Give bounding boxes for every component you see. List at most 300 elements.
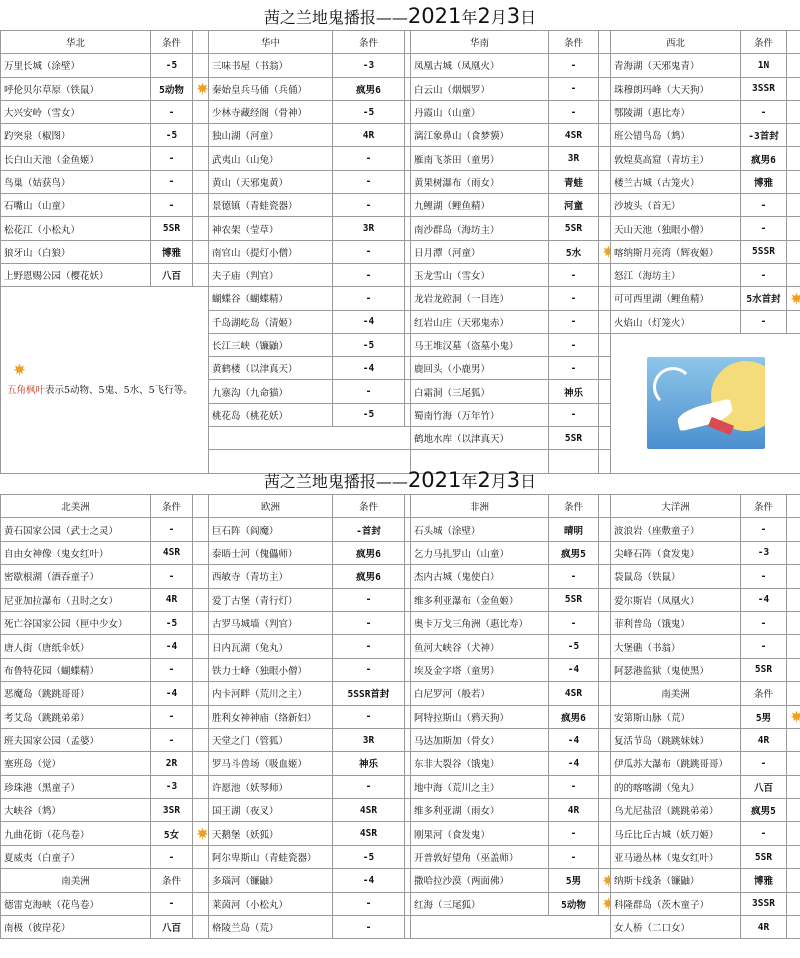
northwest-leaf-cell <box>787 100 800 123</box>
oceania-leaf-cell <box>787 658 800 681</box>
north-america-location: 密歇根湖（酒吞童子） <box>1 565 151 588</box>
central-location: 景德镇（青蛙瓷器） <box>209 194 333 217</box>
south-america-2-condition: - <box>741 822 787 845</box>
north-leaf-cell <box>193 54 209 77</box>
maple-leaf-icon <box>602 245 611 258</box>
central-condition: -4 <box>333 357 405 380</box>
north-america-leaf-cell <box>193 775 209 798</box>
central-empty <box>209 427 411 450</box>
northwest-leaf-cell <box>787 263 800 286</box>
africa-empty <box>411 916 611 939</box>
africa-condition: 晴明 <box>549 518 599 541</box>
central-condition: -5 <box>333 333 405 356</box>
africa-location: 东非大裂谷（饿鬼） <box>411 752 549 775</box>
north-america-leaf-cell <box>193 588 209 611</box>
north-america-condition: - <box>151 565 193 588</box>
central-location: 长江三峡（镰鼬） <box>209 333 333 356</box>
south-america-2-leaf-cell <box>787 845 800 868</box>
south-america-2-condition: 5男 <box>741 705 787 728</box>
oceania-location: 尖峰石阵（食发鬼） <box>611 541 741 564</box>
south-leaf-cell <box>599 217 611 240</box>
south-leaf-cell <box>599 403 611 426</box>
europe-location: 阿尔卑斯山（青蛙瓷器） <box>209 845 333 868</box>
maple-leaf-icon <box>790 710 800 723</box>
europe-location: 铁力士峰（独眼小僧） <box>209 658 333 681</box>
south-leaf-cell <box>599 263 611 286</box>
oceania-condition: - <box>741 635 787 658</box>
central-location: 少林寺藏经阁（骨神） <box>209 100 333 123</box>
south-location: 玉龙雪山（雪女） <box>411 263 549 286</box>
central-condition: 疯男6 <box>333 77 405 100</box>
europe-condition: - <box>333 658 405 681</box>
northwest-location: 沙坡头（首无） <box>611 194 741 217</box>
south-leaf-cell <box>599 240 611 263</box>
south-america-condition: - <box>151 892 193 915</box>
condition-header: 条件 <box>549 495 599 518</box>
africa-location: 乞力马扎罗山（山童） <box>411 541 549 564</box>
table-row <box>1 565 800 588</box>
south-america-2-leaf-cell <box>787 775 800 798</box>
condition-header: 条件 <box>151 869 193 892</box>
south-location: 黄果树瀑布（雨女） <box>411 170 549 193</box>
leaf-header <box>787 31 800 54</box>
north-condition: - <box>151 100 193 123</box>
south-condition: 青蛙 <box>549 170 599 193</box>
north-america-leaf-cell <box>193 705 209 728</box>
africa-condition: -4 <box>549 752 599 775</box>
africa-leaf-cell <box>599 869 611 892</box>
legend-label: 五角枫叶 <box>7 385 46 397</box>
south-leaf-cell <box>599 194 611 217</box>
northwest-location: 鄂陵湖（惠比寿） <box>611 100 741 123</box>
south-america-2-location: 乌尤尼盐沼（跳跳弟弟） <box>611 799 741 822</box>
south-location: 凤凰古城（凤凰火） <box>411 54 549 77</box>
north-america-leaf-cell <box>193 565 209 588</box>
north-america-leaf-cell <box>193 799 209 822</box>
oceania-location: 阿瑟港监狱（鬼使黑） <box>611 658 741 681</box>
table-row <box>1 611 800 634</box>
northwest-location: 楼兰古城（古笼火） <box>611 170 741 193</box>
south-location: 日月潭（河童） <box>411 240 549 263</box>
south-america-2-location: 的的喀喀湖（兔丸） <box>611 775 741 798</box>
maple-leaf-icon <box>196 827 209 840</box>
north-condition: -5 <box>151 54 193 77</box>
africa-leaf-cell <box>599 588 611 611</box>
region-header: 大洋洲 <box>611 495 741 518</box>
africa-condition: 5SR <box>549 588 599 611</box>
south-leaf-cell <box>599 170 611 193</box>
south-america-2-location: 马丘比丘古城（妖刀姬） <box>611 822 741 845</box>
central-condition: -4 <box>333 310 405 333</box>
south-america-2-location: 安第斯山脉（荒） <box>611 705 741 728</box>
north-america-condition: 4SR <box>151 541 193 564</box>
north-america-condition: -5 <box>151 611 193 634</box>
north-america-condition: - <box>151 518 193 541</box>
africa-location: 撒哈拉沙漠（两面佛） <box>411 869 549 892</box>
south-leaf-cell <box>599 100 611 123</box>
northwest-leaf-cell <box>787 287 800 310</box>
africa-leaf-cell <box>599 565 611 588</box>
north-america-leaf-cell <box>193 611 209 634</box>
north-america-leaf-cell <box>193 518 209 541</box>
condition-header: 条件 <box>741 31 787 54</box>
oceania-location: 菲利普岛（饿鬼） <box>611 611 741 634</box>
northwest-condition: - <box>741 100 787 123</box>
south-america-2-location: 女人桥（二口女） <box>611 916 741 939</box>
north-america-leaf-cell <box>193 682 209 705</box>
north-america-location: 黄石国家公园（武士之灵） <box>1 518 151 541</box>
northwest-condition: 1N <box>741 54 787 77</box>
africa-location: 埃及金字塔（童男） <box>411 658 549 681</box>
europe-condition: - <box>333 892 405 915</box>
south-leaf-cell <box>599 77 611 100</box>
northwest-condition: 疯男6 <box>741 147 787 170</box>
central-condition: -5 <box>333 403 405 426</box>
table-row <box>1 588 800 611</box>
condition-header: 条件 <box>151 31 193 54</box>
central-condition: - <box>333 147 405 170</box>
northwest-condition: - <box>741 263 787 286</box>
condition-header: 条件 <box>549 31 599 54</box>
south-america-2-leaf-cell <box>787 822 800 845</box>
north-america-location: 珍珠港（黑童子） <box>1 775 151 798</box>
northwest-location: 可可西里湖（鲤鱼精） <box>611 287 741 310</box>
north-condition: 5SR <box>151 217 193 240</box>
north-location: 松花江（小松丸） <box>1 217 151 240</box>
north-america-leaf-cell <box>193 752 209 775</box>
north-location: 趵突泉（椒图） <box>1 124 151 147</box>
north-condition: -5 <box>151 124 193 147</box>
north-america-condition: -4 <box>151 682 193 705</box>
central-location: 夫子庙（判官） <box>209 263 333 286</box>
south-leaf-cell <box>599 147 611 170</box>
south-america-header: 南美洲 <box>1 869 151 892</box>
south-america-header-2: 南美洲 <box>611 682 741 705</box>
south-america-2-condition: 4R <box>741 728 787 751</box>
europe-location: 爱丁古堡（青行灯） <box>209 588 333 611</box>
north-america-condition: 5女 <box>151 822 193 845</box>
northwest-condition: 3SSR <box>741 77 787 100</box>
table-row <box>1 217 800 240</box>
northwest-location: 敦煌莫高窟（青坊主） <box>611 147 741 170</box>
northwest-location: 火焰山（灯笼火） <box>611 310 741 333</box>
central-location: 九寨沟（九命猫） <box>209 380 333 403</box>
table-row <box>1 287 800 310</box>
europe-condition: - <box>333 635 405 658</box>
africa-location: 阿特拉斯山（鸦天狗） <box>411 705 549 728</box>
oceania-condition: -3 <box>741 541 787 564</box>
north-location: 上野恩赐公园（樱花妖） <box>1 263 151 286</box>
europe-condition: - <box>333 705 405 728</box>
south-america-2-leaf-cell <box>787 728 800 751</box>
south-leaf-cell <box>599 427 611 450</box>
central-condition: - <box>333 263 405 286</box>
south-location: 白云山（烟烟罗） <box>411 77 549 100</box>
south-condition: - <box>549 77 599 100</box>
north-america-location: 班夫国家公园（孟婆） <box>1 728 151 751</box>
south-location: 鹿回头（小鹿男） <box>411 357 549 380</box>
south-location: 鹤地水库（以津真天） <box>411 427 549 450</box>
north-location: 狼牙山（白狼） <box>1 240 151 263</box>
central-condition: - <box>333 287 405 310</box>
central-location: 秦始皇兵马俑（兵俑） <box>209 77 333 100</box>
africa-leaf-cell <box>599 541 611 564</box>
north-america-leaf-cell <box>193 635 209 658</box>
condition-header: 条件 <box>333 31 405 54</box>
table-row <box>1 658 800 681</box>
africa-location: 白尼罗河（般若） <box>411 682 549 705</box>
north-america-condition: 4R <box>151 588 193 611</box>
africa-location: 地中海（荒川之主） <box>411 775 549 798</box>
europe-condition: -首封 <box>333 518 405 541</box>
oceania-leaf-cell <box>787 611 800 634</box>
africa-leaf-cell <box>599 611 611 634</box>
northwest-leaf-cell <box>787 54 800 77</box>
central-location: 蝴蝶谷（蝴蝶精） <box>209 287 333 310</box>
south-condition: 神乐 <box>549 380 599 403</box>
central-location: 南官山（提灯小僧） <box>209 240 333 263</box>
south-location: 南沙群岛（海坊主） <box>411 217 549 240</box>
north-america-location: 九曲花街（花鸟卷） <box>1 822 151 845</box>
northwest-condition: - <box>741 217 787 240</box>
maple-leaf-icon <box>602 874 611 887</box>
north-leaf-cell <box>193 77 209 100</box>
illustration-arc <box>653 367 693 407</box>
northwest-leaf-cell <box>787 217 800 240</box>
central-condition: 3R <box>333 217 405 240</box>
europe-location: 格陵兰岛（荒） <box>209 916 333 939</box>
south-america-2-leaf-cell <box>787 705 800 728</box>
northwest-location: 珠穆朗玛峰（大天狗） <box>611 77 741 100</box>
africa-location: 红海（三尾狐） <box>411 892 549 915</box>
south-location: 漓江象鼻山（食梦貘） <box>411 124 549 147</box>
south-america-2-leaf-cell <box>787 799 800 822</box>
africa-condition: 5动物 <box>549 892 599 915</box>
europe-condition: - <box>333 588 405 611</box>
europe-location: 多瑙河（镰鼬） <box>209 869 333 892</box>
table-row <box>1 705 800 728</box>
north-location: 大兴安岭（雪女） <box>1 100 151 123</box>
africa-location: 杰内古城（鬼使白） <box>411 565 549 588</box>
table-row <box>1 100 800 123</box>
south-location: 红岩山庄（天邪鬼赤） <box>411 310 549 333</box>
south-location: 蜀南竹海（万年竹） <box>411 403 549 426</box>
south-condition: - <box>549 310 599 333</box>
south-america-2-leaf-cell <box>787 892 800 915</box>
south-america-2-condition: 4R <box>741 916 787 939</box>
north-america-condition: -4 <box>151 635 193 658</box>
oceania-condition: -4 <box>741 588 787 611</box>
north-america-leaf-cell <box>193 845 209 868</box>
south-location: 九鲤湖（鲤鱼精） <box>411 194 549 217</box>
south-location: 龙岩龙硿洞（一目连） <box>411 287 549 310</box>
region-header: 华南 <box>411 31 549 54</box>
leaf-header <box>599 495 611 518</box>
table-row <box>1 682 800 705</box>
northwest-leaf-cell <box>787 310 800 333</box>
europe-location: 内卡河畔（荒川之主） <box>209 682 333 705</box>
northwest-location: 天山天池（独眼小僧） <box>611 217 741 240</box>
south-condition: 5水 <box>549 240 599 263</box>
northwest-condition: 博雅 <box>741 170 787 193</box>
region-header: 北美洲 <box>1 495 151 518</box>
table-row <box>1 77 800 100</box>
africa-condition: 5男 <box>549 869 599 892</box>
north-location: 呼伦贝尔草原（铁鼠） <box>1 77 151 100</box>
south-condition: 5SR <box>549 217 599 240</box>
table-row <box>1 869 800 892</box>
northwest-condition: - <box>741 310 787 333</box>
condition-header: 条件 <box>741 682 787 705</box>
africa-leaf-cell <box>599 892 611 915</box>
north-america-location: 考艾岛（跳跳弟弟） <box>1 705 151 728</box>
maple-leaf-icon <box>790 292 800 305</box>
africa-location: 石头城（涂壁） <box>411 518 549 541</box>
south-condition: - <box>549 263 599 286</box>
central-location: 黄山（天邪鬼黄） <box>209 170 333 193</box>
northwest-condition: 5水首封 <box>741 287 787 310</box>
north-america-condition: - <box>151 845 193 868</box>
central-condition: 4R <box>333 124 405 147</box>
north-america-location: 塞班岛（觉） <box>1 752 151 775</box>
table-row <box>1 635 800 658</box>
europe-condition: 4SR <box>333 822 405 845</box>
africa-location: 马达加斯加（骨女） <box>411 728 549 751</box>
north-america-condition: - <box>151 705 193 728</box>
south-america-location: 德雷克海峡（花鸟卷） <box>1 892 151 915</box>
africa-location: 鱼河大峡谷（犬神） <box>411 635 549 658</box>
central-condition: -5 <box>333 100 405 123</box>
south-condition: 4SR <box>549 124 599 147</box>
oceania-location: 大堡礁（书翁） <box>611 635 741 658</box>
south-america-leaf-cell <box>193 892 209 915</box>
europe-condition: 5SSR首封 <box>333 682 405 705</box>
northwest-location: 青海湖（天邪鬼青） <box>611 54 741 77</box>
table-row <box>1 728 800 751</box>
north-america-location: 恶魔岛（跳跳哥哥） <box>1 682 151 705</box>
south-america-location: 南极（彼岸花） <box>1 916 151 939</box>
oceania-location: 爱尔斯岩（凤凰火） <box>611 588 741 611</box>
north-america-leaf-cell <box>193 822 209 845</box>
table-row <box>1 752 800 775</box>
south-leaf-cell <box>599 310 611 333</box>
north-condition: 5动物 <box>151 77 193 100</box>
south-leaf-cell <box>599 357 611 380</box>
europe-condition: - <box>333 611 405 634</box>
south-location: 马王堆汉墓（盗墓小鬼） <box>411 333 549 356</box>
table-row <box>1 124 800 147</box>
europe-location: 罗马斗兽场（吸血姬） <box>209 752 333 775</box>
africa-leaf-cell <box>599 775 611 798</box>
north-america-location: 自由女神像（鬼女红叶） <box>1 541 151 564</box>
maple-leaf-icon <box>196 82 209 95</box>
africa-condition: 疯男6 <box>549 705 599 728</box>
south-america-2-leaf-cell <box>787 916 800 939</box>
northwest-leaf-cell <box>787 194 800 217</box>
central-condition: - <box>333 380 405 403</box>
north-america-location: 夏威夷（白童子） <box>1 845 151 868</box>
central-condition: - <box>333 240 405 263</box>
region-header: 欧洲 <box>209 495 333 518</box>
north-america-leaf-cell <box>193 658 209 681</box>
oceania-condition: - <box>741 565 787 588</box>
northwest-leaf-cell <box>787 240 800 263</box>
north-leaf-cell <box>193 100 209 123</box>
oceania-location: 袋鼠岛（铁鼠） <box>611 565 741 588</box>
africa-leaf-cell <box>599 845 611 868</box>
africa-leaf-cell <box>599 728 611 751</box>
central-condition: - <box>333 170 405 193</box>
table-row <box>1 775 800 798</box>
central-location: 桃花岛（桃花妖） <box>209 403 333 426</box>
oceania-leaf-cell <box>787 541 800 564</box>
south-america-2-location: 伊瓜苏大瀑布（跳跳哥哥） <box>611 752 741 775</box>
region-header: 非洲 <box>411 495 549 518</box>
north-america-condition: - <box>151 728 193 751</box>
north-condition: - <box>151 170 193 193</box>
africa-leaf-cell <box>599 822 611 845</box>
africa-location: 开普敦好望角（巫盖师） <box>411 845 549 868</box>
region-header: 华中 <box>209 31 333 54</box>
central-location: 独山湖（河童） <box>209 124 333 147</box>
north-america-condition: - <box>151 658 193 681</box>
south-america-2-leaf-cell <box>787 869 800 892</box>
north-location: 鸟巢（姑获鸟） <box>1 170 151 193</box>
northwest-condition: 5SSR <box>741 240 787 263</box>
south-america-condition: 八百 <box>151 916 193 939</box>
northwest-condition: - <box>741 194 787 217</box>
northwest-condition: -3首封 <box>741 124 787 147</box>
north-america-leaf-cell <box>193 541 209 564</box>
south-america-2-condition: 博雅 <box>741 869 787 892</box>
europe-location: 天堂之门（管狐） <box>209 728 333 751</box>
europe-condition: - <box>333 775 405 798</box>
table-row <box>1 518 800 541</box>
africa-condition: 4R <box>549 799 599 822</box>
europe-location: 巨石阵（阎魔） <box>209 518 333 541</box>
europe-location: 古罗马城墙（判官） <box>209 611 333 634</box>
central-location: 黄鹤楼（以津真天） <box>209 357 333 380</box>
table-row <box>1 263 800 286</box>
europe-location: 许愿池（妖琴师） <box>209 775 333 798</box>
south-america-2-leaf-cell <box>787 752 800 775</box>
table-row <box>1 194 800 217</box>
africa-condition: - <box>549 611 599 634</box>
south-america-2-condition: 八百 <box>741 775 787 798</box>
north-leaf-cell <box>193 240 209 263</box>
africa-leaf-cell <box>599 682 611 705</box>
oceania-leaf-cell <box>787 635 800 658</box>
northwest-leaf-cell <box>787 77 800 100</box>
header-row <box>1 31 800 54</box>
north-condition: - <box>151 147 193 170</box>
south-leaf-cell <box>599 333 611 356</box>
africa-leaf-cell <box>599 518 611 541</box>
africa-leaf-cell <box>599 705 611 728</box>
south-condition: 河童 <box>549 194 599 217</box>
central-location: 神农架（莹草） <box>209 217 333 240</box>
south-leaf-cell <box>599 380 611 403</box>
table-row <box>1 240 800 263</box>
table-row <box>1 822 800 845</box>
europe-condition: -4 <box>333 869 405 892</box>
table-row <box>1 916 800 939</box>
oceania-condition: - <box>741 518 787 541</box>
north-condition: - <box>151 194 193 217</box>
north-location: 石嘴山（山童） <box>1 194 151 217</box>
south-leaf-cell <box>599 287 611 310</box>
africa-location: 奥卡万戈三角洲（惠比寿） <box>411 611 549 634</box>
